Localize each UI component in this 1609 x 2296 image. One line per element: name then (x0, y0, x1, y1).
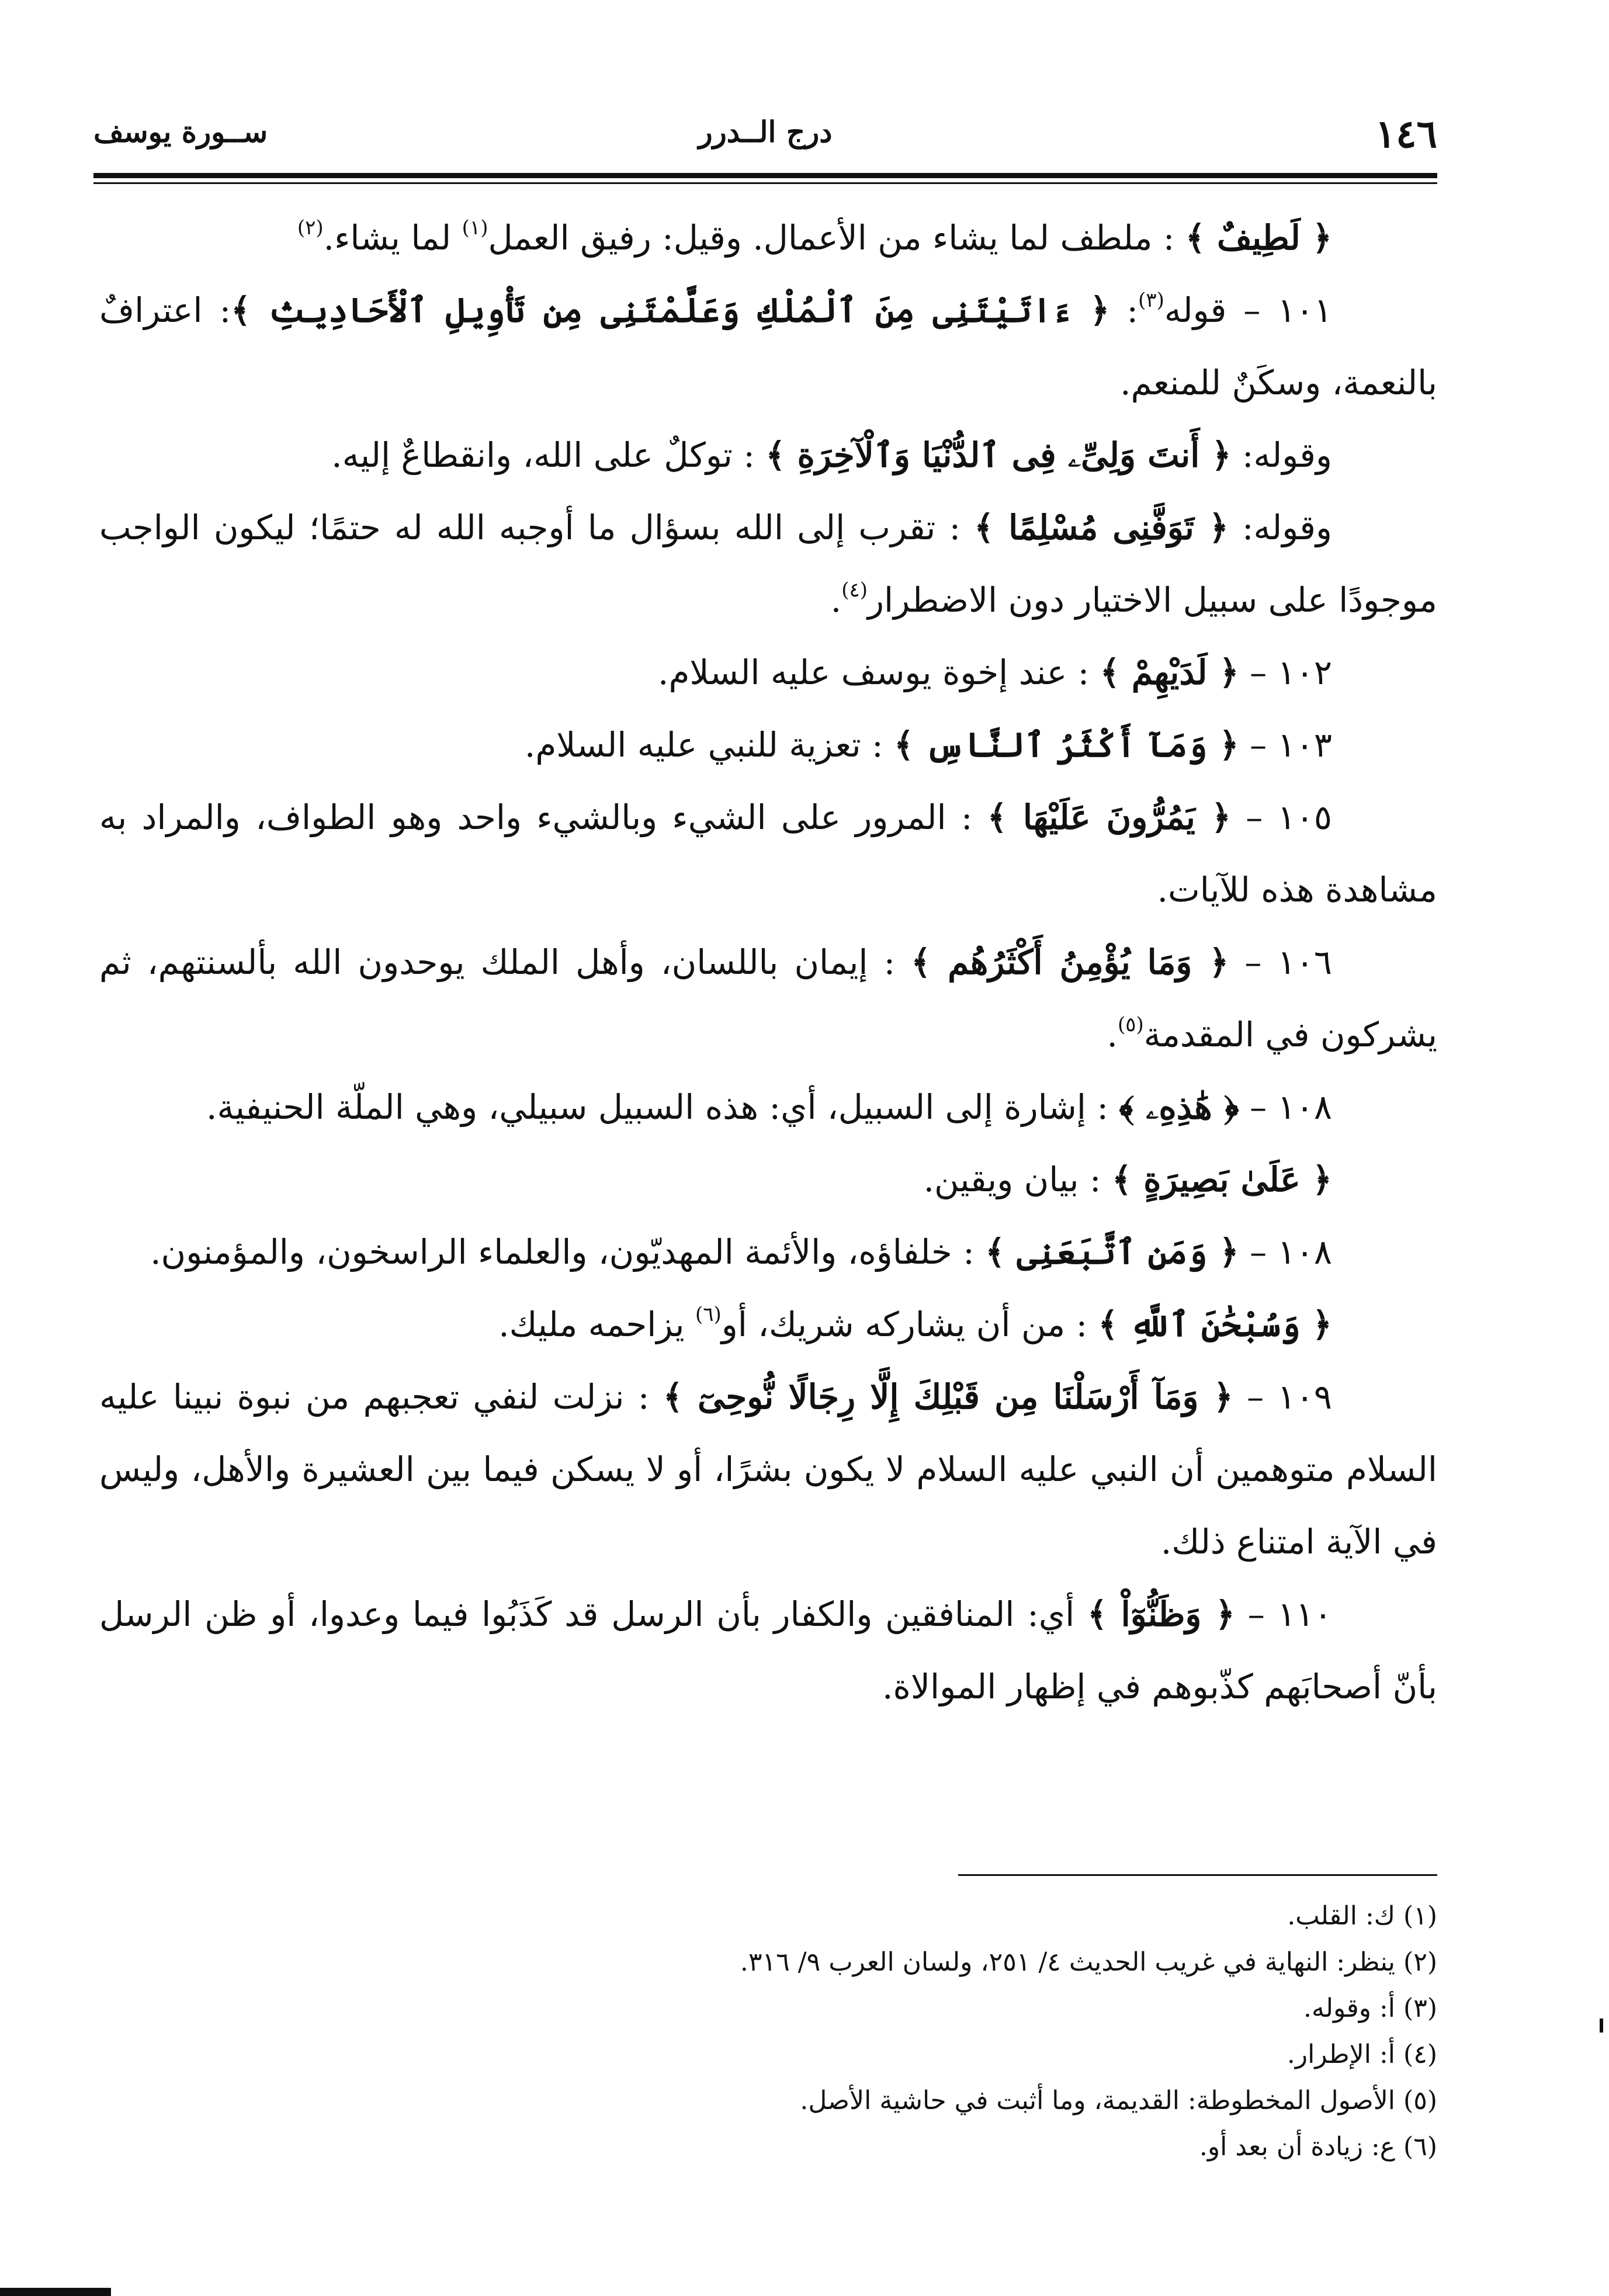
commentary-body (99, 202, 1437, 1723)
commentary-text: : إيمان باللسان، وأهل الملك يوحدون الله بألسنتهم، ثم يشركون في المقدمة (99, 942, 1437, 1055)
commentary-paragraph (99, 491, 1437, 636)
commentary-paragraph (99, 1361, 1437, 1578)
commentary-text: : عند إخوة يوسف عليه السلام. (658, 653, 1100, 692)
commentary-paragraph (99, 274, 1437, 419)
quran-verse: ﴿ عَلَىٰ بَصِيرَةٍ ﴾ (1111, 1160, 1332, 1199)
commentary-text: ١٠٩ – (1233, 1377, 1333, 1417)
footnote: (٥) الأصول المخطوطة: القديمة، وما أثبت في حاشية الأصل. (800, 2086, 1437, 2115)
commentary-paragraph (99, 781, 1437, 926)
commentary-paragraph (99, 926, 1437, 1071)
commentary-paragraph (99, 202, 1437, 274)
commentary-text: ١٠٦ – (1229, 942, 1333, 982)
footnote-ref: (١) (462, 216, 488, 240)
commentary-paragraph (99, 1288, 1437, 1361)
commentary-text: : اعترافٌ بالنعمة، وسكَنٌ للمنعم. (99, 290, 1437, 403)
commentary-paragraph (99, 709, 1437, 781)
quran-verse: ﴿ لَطِيفٌ ﴾ (1185, 218, 1332, 258)
quran-verse: ﴿ تَوَفَّنِى مُسْلِمًا ﴾ (974, 508, 1229, 547)
scan-speck (1600, 2018, 1603, 2033)
footnote: (١) ك: القلب. (1287, 1901, 1437, 1931)
commentary-paragraph (99, 1216, 1437, 1288)
page-header (93, 111, 1437, 164)
commentary-text: : نزلت لنفي تعجبهم من نبوة نبينا عليه السلام متوهمين أن النبي عليه السلام لا يكون بشرًا، أو لا يسكن فيما بين العشيرة والأهل، وليس في الآية امتناع ذلك. (99, 1377, 1437, 1562)
footnote: (٢) ينظر: النهاية في غريب الحديث ٤/ ٢٥١، ولسان العرب ٩/ ٣١٦. (740, 1947, 1437, 1977)
commentary-text: لما يشاء. (323, 218, 462, 258)
commentary-paragraph (99, 1143, 1437, 1216)
commentary-text: : تعزية للنبي عليه السلام. (524, 725, 894, 765)
footnotes (99, 1893, 1437, 2170)
commentary-text: : المرور على الشيء وبالشيء واحد وهو الطواف، والمراد به مشاهدة هذه للآيات. (99, 797, 1437, 910)
header-rule-thin (93, 182, 1437, 184)
commentary-text: ١٠٣ – (1239, 725, 1332, 765)
book-title: درج الــدرر (698, 115, 833, 149)
quran-verse: ﴿ وَمَآ أَكْثَرُ ٱلنَّاسِ ﴾ (894, 725, 1239, 765)
footnote-ref: (٥) (1117, 1013, 1144, 1036)
quran-verse: ﴿ وَظَنُّوٓاْ ﴾ (1087, 1594, 1235, 1634)
commentary-text: : خلفاؤه، والأئمة المهديّون، والعلماء الراسخون، والمؤمنون. (150, 1232, 986, 1272)
commentary-paragraph (99, 636, 1437, 709)
commentary-text: ١٠٥ – (1230, 797, 1333, 837)
quran-verse: ﴿ وَمَنِ ٱتَّبَعَنِى ﴾ (985, 1232, 1239, 1272)
footnote-ref: (٤) (841, 578, 868, 602)
quran-verse: ﴿ وَمَا يُؤْمِنُ أَكْثَرُهُم ﴾ (911, 942, 1229, 982)
header-rule-thick (93, 173, 1437, 178)
commentary-text: ١٠١ – قوله (1164, 290, 1332, 330)
commentary-paragraph (99, 1578, 1437, 1723)
quran-verse: ﴿ يَمُرُّونَ عَلَيْهَا ﴾ (987, 797, 1231, 837)
quran-verse: ﴿ وَمَآ أَرْسَلْنَا مِن قَبْلِكَ إِلَّا رِجَالًا نُّوحِىٓ ﴾ (663, 1377, 1233, 1417)
commentary-text: وقوله: (1228, 508, 1332, 547)
scan-edge-mark (0, 2288, 111, 2296)
footnote-ref: (٣) (1138, 289, 1164, 312)
commentary-text: : من أن يشاركه شريك، أو (721, 1305, 1098, 1344)
commentary-paragraph (99, 1071, 1437, 1143)
quran-verse: ﴿ لَدَيْهِمْ ﴾ (1100, 653, 1239, 692)
quran-verse: ﴿ وَسُبْحَٰنَ ٱللَّهِ ﴾ (1098, 1305, 1332, 1344)
commentary-text: وقوله: (1231, 435, 1332, 475)
quran-verse: ﴿ هَٰذِهِۦ ﴾ (1119, 1087, 1239, 1127)
commentary-text: : ملطف لما يشاء من الأعمال. وقيل: رفيق العمل (488, 218, 1185, 258)
footnote-ref: (٢) (297, 216, 324, 240)
footnote: (٣) أ: وقوله. (1303, 1993, 1437, 2023)
commentary-paragraph (99, 419, 1437, 491)
commentary-text: . (830, 580, 842, 620)
commentary-text: أي: المنافقين والكفار بأن الرسل قد كَذَبُوا فيما وعدوا، أو ظن الرسل بأنّ أصحابَهم كذّبوهم في إظهار الموالاة. (99, 1594, 1437, 1707)
page-number: ١٤٦ (1375, 111, 1437, 157)
footnote: (٦) ع: زيادة أن بعد أو. (1199, 2132, 1437, 2162)
commentary-text: ١٠٨ – (1239, 1232, 1332, 1272)
commentary-text: يزاحمه مليك. (498, 1305, 695, 1344)
commentary-text: ١٠٨ – (1239, 1087, 1332, 1127)
commentary-text: : تقرب إلى الله بسؤال ما أوجبه الله له حتمًا؛ ليكون الواجب موجودًا على سبيل الاختيار دون الاضطرار (99, 508, 1437, 620)
quran-verse: ﴿ أَنتَ وَلِىِّۦ فِى ٱلدُّنْيَا وَٱلْآخِرَةِ ﴾ (765, 435, 1232, 475)
commentary-text: : (1109, 290, 1139, 330)
footnote: (٤) أ: الإطرار. (1286, 2040, 1437, 2069)
commentary-text: : بيان ويقين. (923, 1160, 1112, 1199)
commentary-text: : توكلٌ على الله، وانقطاعٌ إليه. (331, 435, 766, 475)
surah-title: ســورة يوسف (93, 115, 268, 149)
footnote-ref: (٦) (695, 1303, 722, 1326)
commentary-text: : إشارة إلى السبيل، أي: هذه السبيل سبيلي، وهي الملّة الحنيفية. (206, 1087, 1119, 1127)
footnote-separator (958, 1874, 1437, 1876)
commentary-text: ١١٠ – (1235, 1594, 1333, 1634)
quran-verse: ﴿ ءَاتَيْتَنِى مِنَ ٱلْمُلْكِ وَعَلَّمْتَنِى مِن تَأْوِيلِ ٱلْأَحَادِيثِ ﴾ (231, 290, 1110, 330)
commentary-text: . (1107, 1015, 1118, 1055)
commentary-text: ١٠٢ – (1239, 653, 1332, 692)
